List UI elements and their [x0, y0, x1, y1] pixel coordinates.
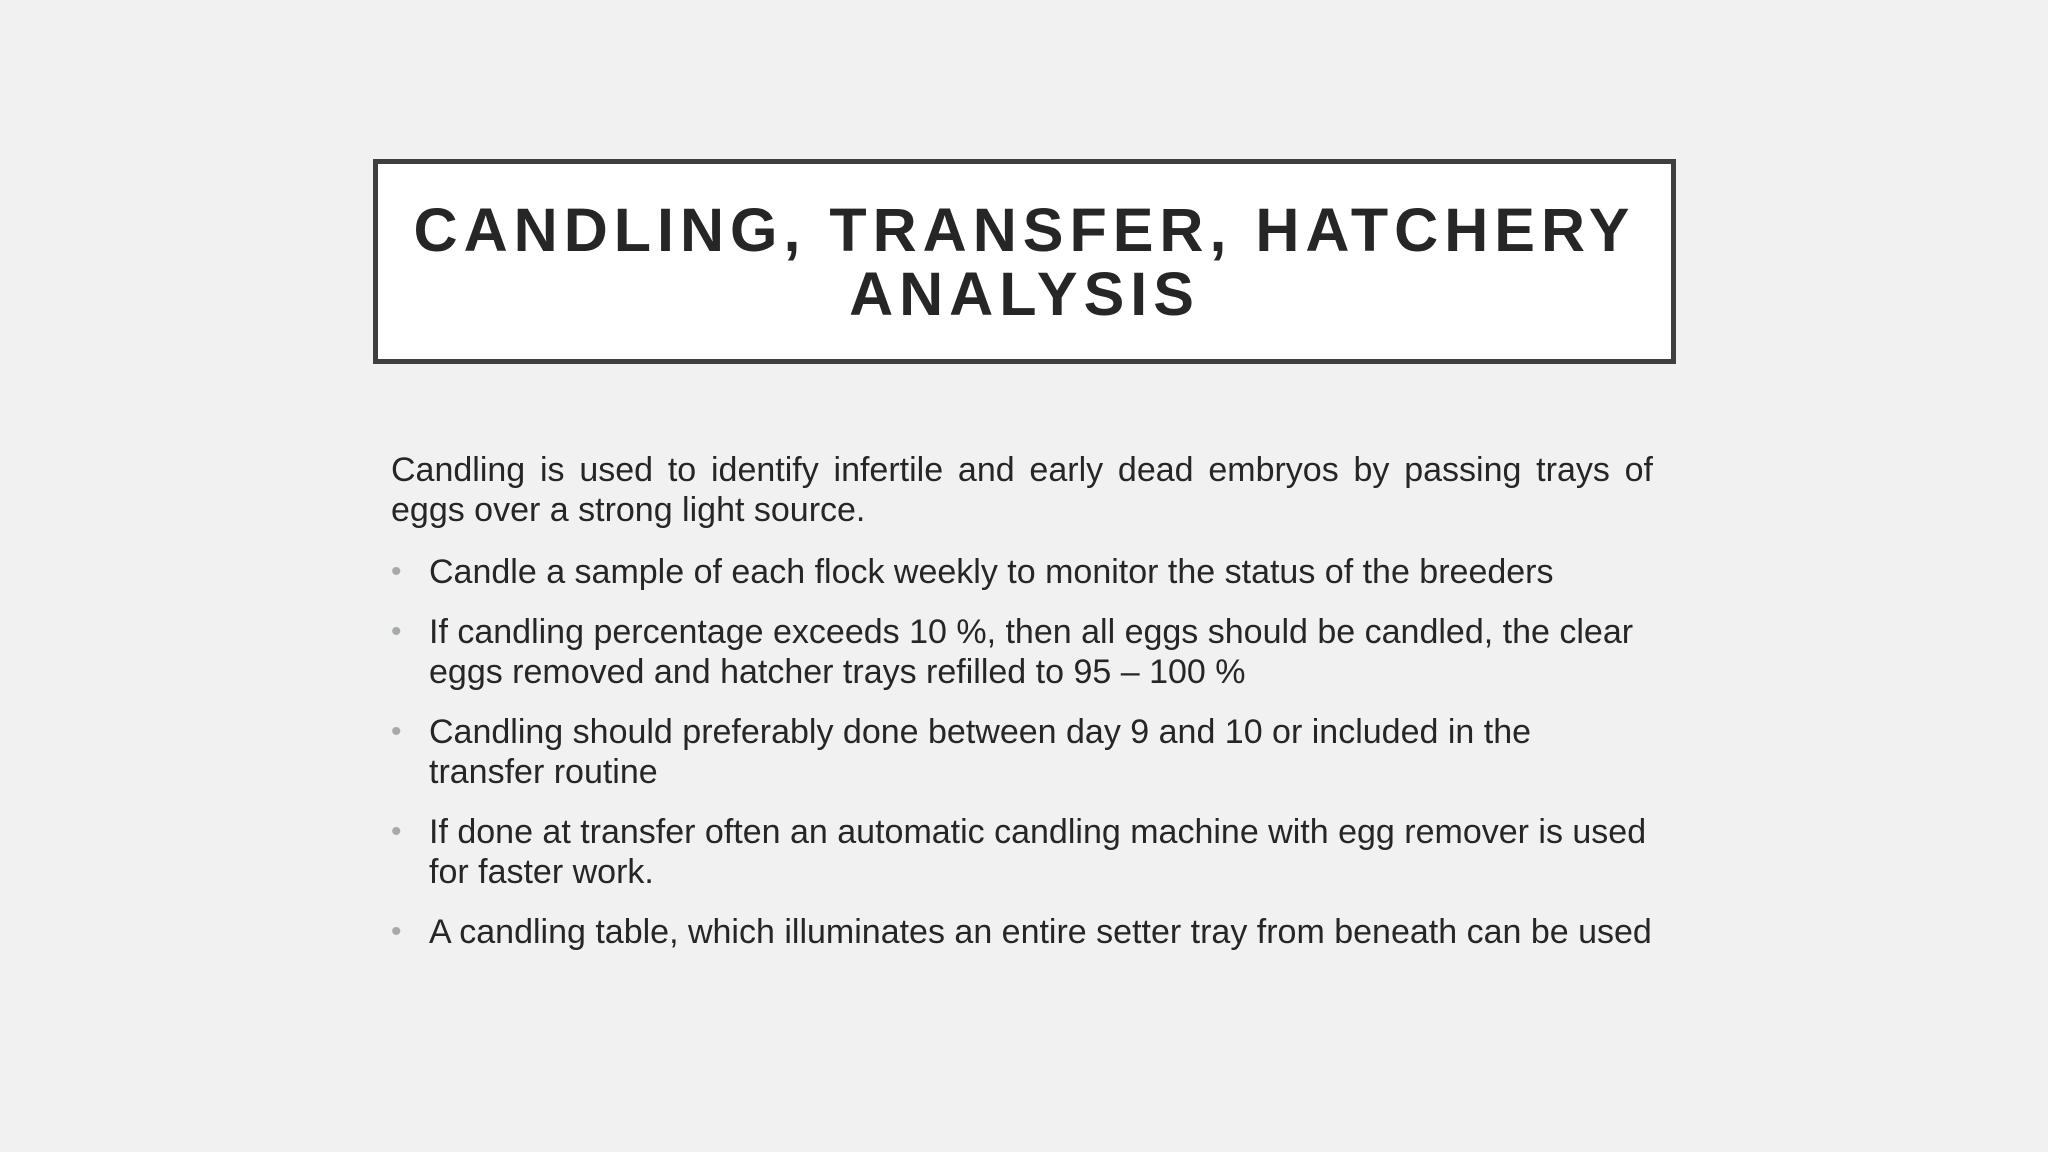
bullet-text: Candling should preferably done between day 9 and 10 or included in the transfer routine	[429, 713, 1532, 791]
bullet-item	[391, 812, 1653, 892]
bullet-text: A candling table, which illuminates an entire setter tray from beneath can be used	[429, 913, 1652, 951]
slide-content	[391, 450, 1653, 972]
intro-paragraph: Candling is used to identify infertile and early dead embryos by passing trays of eggs over a strong light source.	[391, 451, 1653, 529]
bullet-list	[391, 552, 1653, 952]
bullet-text: Candle a sample of each flock weekly to monitor the status of the breeders	[429, 553, 1554, 591]
bullet-icon: •	[391, 715, 402, 748]
bullet-item	[391, 552, 1653, 592]
bullet-icon: •	[391, 915, 402, 948]
bullet-item	[391, 912, 1653, 952]
bullet-text: If done at transfer often an automatic candling machine with egg remover is used for faster work.	[429, 813, 1647, 891]
slide-title: CANDLING, TRANSFER, HATCHERY ANALYSIS	[413, 195, 1636, 328]
bullet-item	[391, 612, 1653, 692]
bullet-icon: •	[391, 615, 402, 648]
bullet-text: If candling percentage exceeds 10 %, then all eggs should be candled, the clear eggs removed and hatcher trays refilled to 95 – 100 %	[429, 613, 1634, 691]
title-box	[373, 159, 1676, 364]
bullet-item	[391, 712, 1653, 792]
bullet-icon: •	[391, 815, 402, 848]
bullet-icon: •	[391, 555, 402, 588]
